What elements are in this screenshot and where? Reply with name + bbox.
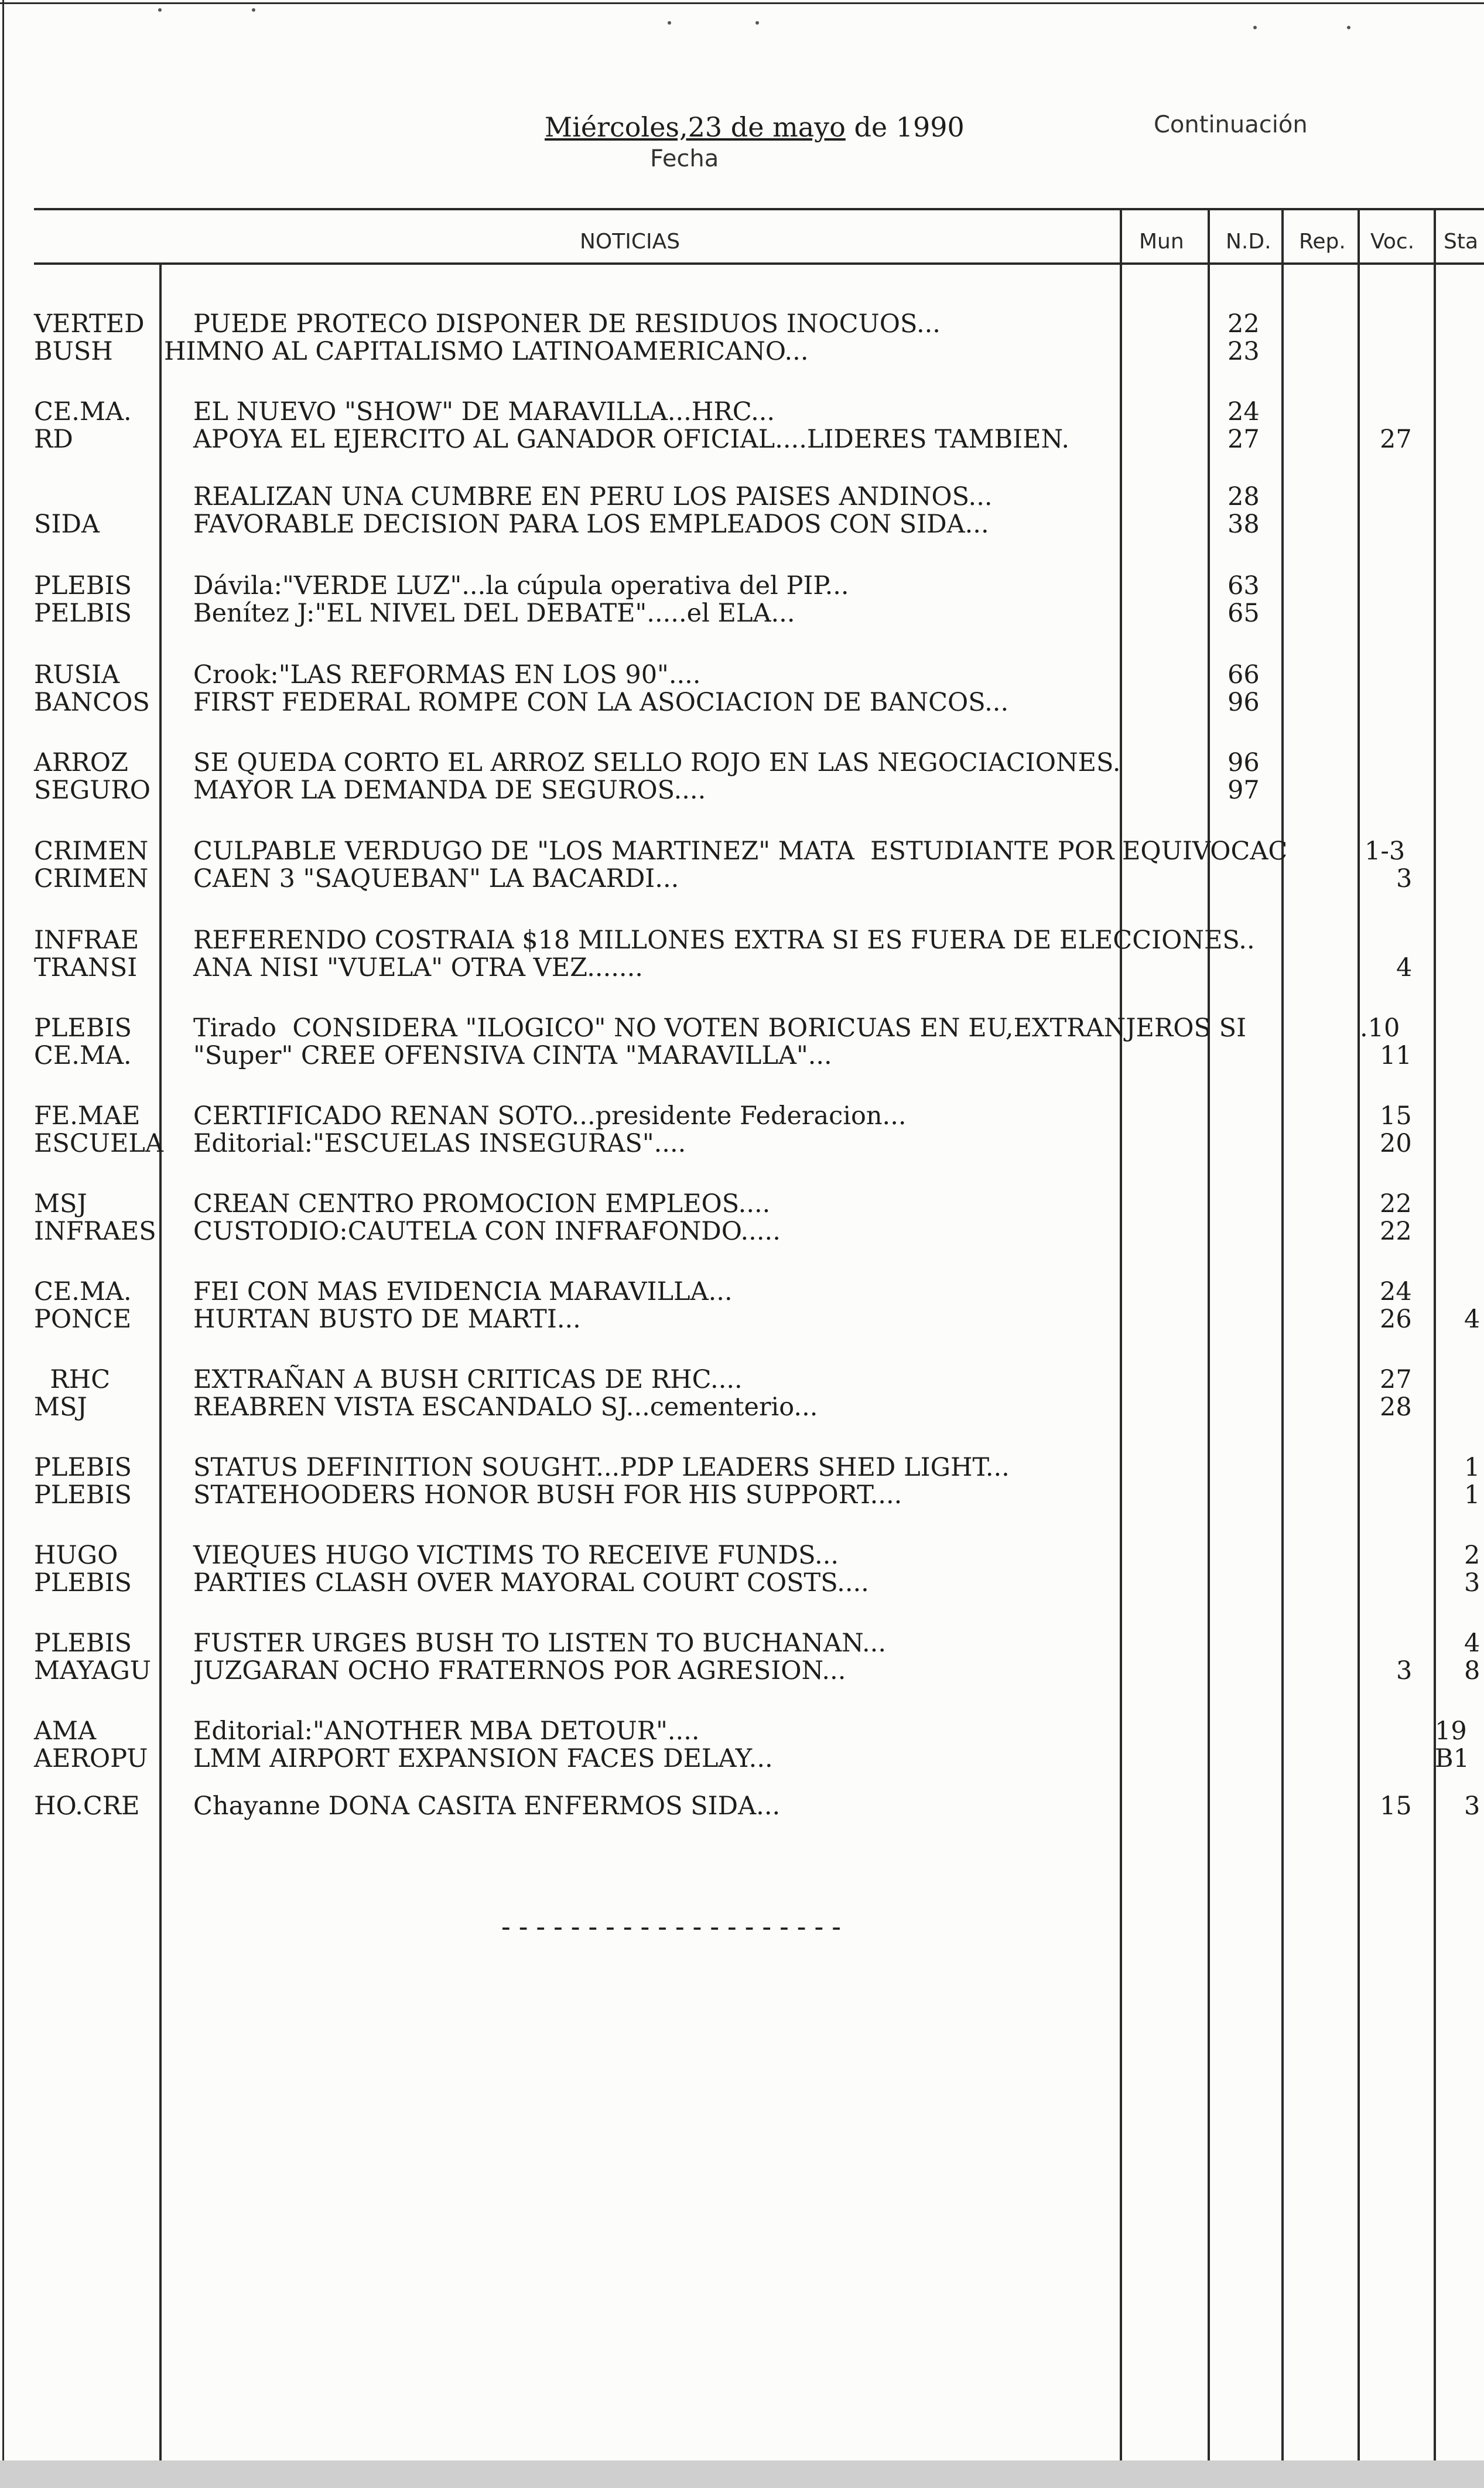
row-sta: 3 bbox=[1464, 1791, 1480, 1821]
table-row bbox=[0, 510, 1484, 539]
row-voc: 15 bbox=[1380, 1101, 1412, 1131]
column-divider-nd bbox=[1208, 208, 1210, 2460]
table-row bbox=[0, 337, 1484, 366]
row-nd: 96 bbox=[1227, 688, 1260, 717]
table-row bbox=[0, 1129, 1484, 1158]
row-headline: PUEDE PROTECO DISPONER DE RESIDUOS INOCUOS... bbox=[193, 309, 941, 339]
row-voc: 22 bbox=[1380, 1217, 1412, 1246]
table-row bbox=[0, 660, 1484, 690]
row-sta: 1 bbox=[1464, 1480, 1480, 1510]
row-headline: REABREN VISTA ESCANDALO SJ...cementerio... bbox=[193, 1393, 818, 1422]
row-nd: 28 bbox=[1227, 482, 1260, 511]
table-row bbox=[0, 1101, 1484, 1131]
table-row bbox=[0, 1541, 1484, 1570]
row-code: BUSH bbox=[34, 337, 113, 366]
row-code: SIDA bbox=[34, 510, 100, 539]
row-code: CRIMEN bbox=[34, 864, 149, 893]
row-code: PLEBIS bbox=[34, 1568, 132, 1598]
row-headline: EXTRAÑAN A BUSH CRITICAS DE RHC.... bbox=[193, 1365, 743, 1394]
end-of-list-dashes: -------------------- bbox=[498, 1911, 846, 1943]
table-row bbox=[0, 1365, 1484, 1394]
table-row bbox=[0, 482, 1484, 511]
row-code: CE.MA. bbox=[34, 397, 132, 426]
row-code: PLEBIS bbox=[34, 1013, 132, 1043]
row-sta: 19 bbox=[1435, 1716, 1467, 1746]
row-code: AMA bbox=[34, 1716, 97, 1746]
row-voc: 11 bbox=[1380, 1041, 1412, 1070]
column-header-nd: N.D. bbox=[1226, 230, 1271, 254]
table-row bbox=[0, 1393, 1484, 1422]
row-headline: Benítez J:"EL NIVEL DEL DEBATE".....el ELA... bbox=[193, 599, 795, 628]
row-code: PELBIS bbox=[34, 599, 132, 628]
table-row bbox=[0, 1791, 1484, 1821]
row-headline: HURTAN BUSTO DE MARTI... bbox=[193, 1305, 581, 1334]
table-row bbox=[0, 1716, 1484, 1746]
row-voc: 27 bbox=[1380, 425, 1412, 454]
row-headline: FUSTER URGES BUSH TO LISTEN TO BUCHANAN... bbox=[193, 1629, 887, 1658]
row-sta: 8 bbox=[1464, 1656, 1480, 1685]
row-voc: 15 bbox=[1380, 1791, 1412, 1821]
row-headline: CULPABLE VERDUGO DE "LOS MARTINEZ" MATA ESTUDIANTE POR EQUIVOCAC bbox=[193, 837, 1288, 866]
scan-speck bbox=[755, 21, 759, 25]
table-row bbox=[0, 1189, 1484, 1219]
row-nd: 24 bbox=[1227, 397, 1260, 426]
row-nd: 38 bbox=[1227, 510, 1260, 539]
row-headline: LMM AIRPORT EXPANSION FACES DELAY... bbox=[193, 1744, 773, 1773]
column-header-noticias: NOTICIAS bbox=[580, 230, 681, 254]
column-header-voc: Voc. bbox=[1370, 230, 1415, 254]
row-voc: 1-3 bbox=[1365, 837, 1406, 866]
table-row bbox=[0, 776, 1484, 805]
row-nd: 27 bbox=[1227, 425, 1260, 454]
row-headline: MAYOR LA DEMANDA DE SEGUROS.... bbox=[193, 776, 706, 805]
row-code: TRANSI bbox=[34, 953, 138, 982]
row-voc: 20 bbox=[1380, 1129, 1412, 1158]
row-code: ESCUELA bbox=[34, 1129, 163, 1158]
row-code: BANCOS bbox=[34, 688, 150, 717]
row-nd: 96 bbox=[1227, 748, 1260, 777]
row-headline: PARTIES CLASH OVER MAYORAL COURT COSTS.... bbox=[193, 1568, 869, 1598]
row-nd: 97 bbox=[1227, 776, 1260, 805]
column-divider-sta bbox=[1434, 208, 1436, 2460]
column-header-mun: Mun bbox=[1139, 230, 1184, 254]
row-voc: .10 bbox=[1360, 1013, 1400, 1043]
table-row bbox=[0, 688, 1484, 717]
column-divider-rep bbox=[1281, 208, 1284, 2460]
continuation-label: Continuación bbox=[1154, 111, 1308, 138]
table-row bbox=[0, 926, 1484, 955]
row-code: PLEBIS bbox=[34, 1480, 132, 1510]
table-row bbox=[0, 1453, 1484, 1482]
column-divider-voc bbox=[1358, 208, 1360, 2460]
row-code: CE.MA. bbox=[34, 1277, 132, 1306]
row-code: HUGO bbox=[34, 1541, 118, 1570]
row-code: ARROZ bbox=[34, 748, 128, 777]
row-headline: REALIZAN UNA CUMBRE EN PERU LOS PAISES ANDINOS... bbox=[193, 482, 993, 511]
row-headline: STATEHOODERS HONOR BUSH FOR HIS SUPPORT.... bbox=[193, 1480, 902, 1510]
scan-speck bbox=[158, 8, 162, 12]
row-nd: 23 bbox=[1227, 337, 1260, 366]
table-row bbox=[0, 571, 1484, 600]
date-year: de 1990 bbox=[845, 111, 965, 143]
row-headline: CUSTODIO:CAUTELA CON INFRAFONDO..... bbox=[193, 1217, 781, 1246]
table-row bbox=[0, 1305, 1484, 1334]
row-headline: Tirado CONSIDERA "ILOGICO" NO VOTEN BORICUAS EN EU,EXTRANJEROS SI bbox=[193, 1013, 1247, 1043]
table-row bbox=[0, 599, 1484, 628]
row-headline: "Super" CREE OFENSIVA CINTA "MARAVILLA"... bbox=[193, 1041, 832, 1070]
row-sta: 3 bbox=[1464, 1568, 1480, 1598]
table-header-rule bbox=[34, 262, 1484, 265]
row-voc: 28 bbox=[1380, 1393, 1412, 1422]
column-header-rep: Rep. bbox=[1299, 230, 1346, 254]
row-headline: HIMNO AL CAPITALISMO LATINOAMERICANO... bbox=[164, 337, 809, 366]
row-sta: 4 bbox=[1464, 1305, 1480, 1334]
row-code: FE.MAE bbox=[34, 1101, 141, 1131]
row-code: VERTED bbox=[34, 309, 145, 339]
top-border bbox=[0, 2, 1484, 4]
row-code: INFRAE bbox=[34, 926, 139, 955]
row-headline: VIEQUES HUGO VICTIMS TO RECEIVE FUNDS... bbox=[193, 1541, 839, 1570]
row-code: HO.CRE bbox=[34, 1791, 140, 1821]
table-row bbox=[0, 953, 1484, 982]
row-headline: FAVORABLE DECISION PARA LOS EMPLEADOS CON SIDA... bbox=[193, 510, 989, 539]
date-label: Fecha bbox=[650, 145, 719, 172]
row-sta: 1 bbox=[1464, 1453, 1480, 1482]
row-nd: 22 bbox=[1227, 309, 1260, 339]
scan-speck bbox=[252, 8, 255, 12]
row-code: SEGURO bbox=[34, 776, 151, 805]
row-code: RD bbox=[34, 425, 73, 454]
row-sta: 4 bbox=[1464, 1629, 1480, 1658]
row-sta: 2 bbox=[1464, 1541, 1480, 1570]
table-row bbox=[0, 1629, 1484, 1658]
table-row bbox=[0, 837, 1484, 866]
row-code: PLEBIS bbox=[34, 571, 132, 600]
row-headline: Dávila:"VERDE LUZ"...la cúpula operativa del PIP... bbox=[193, 571, 849, 600]
row-headline: Editorial:"ANOTHER MBA DETOUR".... bbox=[193, 1716, 700, 1746]
row-code: MSJ bbox=[34, 1393, 87, 1422]
row-headline: FEI CON MAS EVIDENCIA MARAVILLA... bbox=[193, 1277, 733, 1306]
row-code: PLEBIS bbox=[34, 1453, 132, 1482]
row-nd: 63 bbox=[1227, 571, 1260, 600]
row-headline: Crook:"LAS REFORMAS EN LOS 90".... bbox=[193, 660, 701, 690]
table-row bbox=[0, 309, 1484, 339]
table-row bbox=[0, 1013, 1484, 1043]
row-voc: 26 bbox=[1380, 1305, 1412, 1334]
row-headline: Chayanne DONA CASITA ENFERMOS SIDA... bbox=[193, 1791, 781, 1821]
row-headline: SE QUEDA CORTO EL ARROZ SELLO ROJO EN LAS NEGOCIACIONES. bbox=[193, 748, 1121, 777]
row-code: AEROPU bbox=[34, 1744, 148, 1773]
row-headline: CERTIFICADO RENAN SOTO...presidente Federacion... bbox=[193, 1101, 907, 1131]
column-divider-mun bbox=[1120, 208, 1122, 2460]
row-voc: 24 bbox=[1380, 1277, 1412, 1306]
row-voc: 27 bbox=[1380, 1365, 1412, 1394]
row-headline: JUZGARAN OCHO FRATERNOS POR AGRESION... bbox=[193, 1656, 846, 1685]
table-row bbox=[0, 864, 1484, 893]
table-row bbox=[0, 1656, 1484, 1685]
row-headline: CAEN 3 "SAQUEBAN" LA BACARDI... bbox=[193, 864, 679, 893]
table-row bbox=[0, 1217, 1484, 1246]
table-top-rule bbox=[34, 208, 1484, 210]
row-voc: 22 bbox=[1380, 1189, 1412, 1219]
table-row bbox=[0, 425, 1484, 454]
row-nd: 66 bbox=[1227, 660, 1260, 690]
row-code: PLEBIS bbox=[34, 1629, 132, 1658]
row-headline: EL NUEVO "SHOW" DE MARAVILLA...HRC... bbox=[193, 397, 775, 426]
row-headline: STATUS DEFINITION SOUGHT...PDP LEADERS SHED LIGHT... bbox=[193, 1453, 1010, 1482]
row-nd: 65 bbox=[1227, 599, 1260, 628]
table-row bbox=[0, 1277, 1484, 1306]
row-code: RUSIA bbox=[34, 660, 120, 690]
row-sta: B1 bbox=[1435, 1744, 1469, 1773]
date-line bbox=[545, 111, 965, 143]
column-header-sta: Sta bbox=[1444, 230, 1479, 254]
table-row bbox=[0, 1568, 1484, 1598]
row-headline: Editorial:"ESCUELAS INSEGURAS".... bbox=[193, 1129, 686, 1158]
row-code: INFRAES bbox=[34, 1217, 156, 1246]
table-row bbox=[0, 1744, 1484, 1773]
date-value: Miércoles,23 de mayo bbox=[545, 111, 846, 143]
row-code: CE.MA. bbox=[34, 1041, 132, 1070]
table-row bbox=[0, 748, 1484, 777]
row-voc: 3 bbox=[1396, 1656, 1413, 1685]
row-code: PONCE bbox=[34, 1305, 132, 1334]
row-code: CRIMEN bbox=[34, 837, 149, 866]
row-headline: APOYA EL EJERCITO AL GANADOR OFICIAL....LIDERES TAMBIEN. bbox=[193, 425, 1070, 454]
row-code: RHC bbox=[34, 1365, 111, 1394]
table-row bbox=[0, 1041, 1484, 1070]
scan-speck bbox=[1347, 26, 1350, 29]
scan-speck bbox=[1253, 26, 1257, 29]
row-voc: 3 bbox=[1396, 864, 1413, 893]
table-row bbox=[0, 397, 1484, 426]
row-code: MAYAGU bbox=[34, 1656, 152, 1685]
row-voc: 4 bbox=[1396, 953, 1413, 982]
table-row bbox=[0, 1480, 1484, 1510]
row-headline: CREAN CENTRO PROMOCION EMPLEOS.... bbox=[193, 1189, 771, 1219]
row-headline: ANA NISI "VUELA" OTRA VEZ....... bbox=[193, 953, 643, 982]
row-code: MSJ bbox=[34, 1189, 87, 1219]
row-headline: REFERENDO COSTRAIA $18 MILLONES EXTRA SI ES FUERA DE ELECCIONES.. bbox=[193, 926, 1255, 955]
row-headline: FIRST FEDERAL ROMPE CON LA ASOCIACION DE BANCOS... bbox=[193, 688, 1009, 717]
scan-speck bbox=[668, 21, 671, 25]
scan-bottom-edge bbox=[0, 2460, 1484, 2488]
